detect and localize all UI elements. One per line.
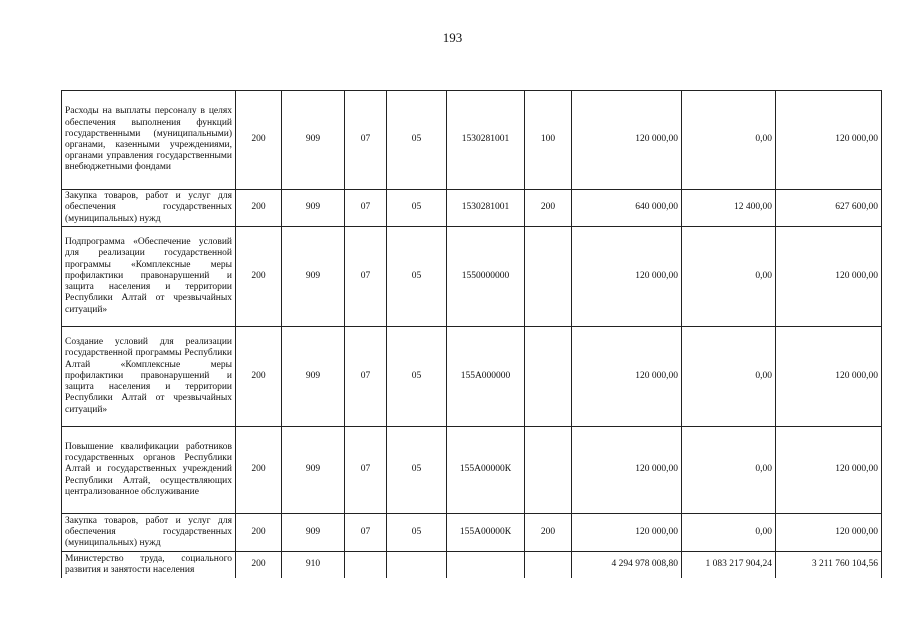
- section-cell: 07: [345, 91, 387, 190]
- target-cell: 1550000000: [447, 227, 525, 327]
- amount-cell: 120 000,00: [572, 91, 682, 190]
- total-cell: 120 000,00: [776, 91, 882, 190]
- target-cell: 155А00000К: [447, 514, 525, 552]
- vr-cell: 100: [525, 91, 572, 190]
- target-cell: 1530281001: [447, 190, 525, 227]
- table-row: [62, 190, 882, 227]
- total-cell: 627 600,00: [776, 190, 882, 227]
- row-name: Создание условий для реализации государственной программы Республики Алтай «Комплексные меры профилактики правонарушений и защита населения и территории Республики Алтай от чрезвычайных ситуаций»: [62, 327, 236, 427]
- total-cell: 120 000,00: [776, 327, 882, 427]
- vr-cell: [525, 327, 572, 427]
- table-row: [62, 552, 882, 578]
- change-cell: 0,00: [682, 427, 776, 514]
- total-cell: 120 000,00: [776, 427, 882, 514]
- ministry-cell: 909: [282, 190, 345, 227]
- code-cell: 200: [236, 190, 282, 227]
- code-cell: 200: [236, 91, 282, 190]
- row-name: Повышение квалификации работников государственных органов Республики Алтай и государственных учреждений Республики Алтай, осуществляющих централизованное обслуживание: [62, 427, 236, 514]
- vr-cell: [525, 552, 572, 578]
- subsection-cell: 05: [387, 327, 447, 427]
- change-cell: 0,00: [682, 227, 776, 327]
- target-cell: 155А00000К: [447, 427, 525, 514]
- budget-table: [61, 90, 882, 578]
- subsection-cell: 05: [387, 227, 447, 327]
- code-cell: 200: [236, 552, 282, 578]
- change-cell: 0,00: [682, 91, 776, 190]
- table-row: [62, 227, 882, 327]
- row-name: Расходы на выплаты персоналу в целях обеспечения выполнения функций государственными (муниципальными) органами, казенными учреждениями, органами управления государственными внебюджетными фондами: [62, 91, 236, 190]
- amount-cell: 120 000,00: [572, 227, 682, 327]
- row-name: Министерство труда, социального развития и занятости населения: [62, 552, 236, 578]
- amount-cell: 120 000,00: [572, 327, 682, 427]
- subsection-cell: 05: [387, 91, 447, 190]
- section-cell: 07: [345, 514, 387, 552]
- section-cell: 07: [345, 327, 387, 427]
- ministry-cell: 909: [282, 514, 345, 552]
- section-cell: [345, 552, 387, 578]
- vr-cell: 200: [525, 190, 572, 227]
- code-cell: 200: [236, 327, 282, 427]
- change-cell: 1 083 217 904,24: [682, 552, 776, 578]
- amount-cell: 120 000,00: [572, 427, 682, 514]
- change-cell: 12 400,00: [682, 190, 776, 227]
- change-cell: 0,00: [682, 514, 776, 552]
- subsection-cell: [387, 552, 447, 578]
- section-cell: 07: [345, 190, 387, 227]
- subsection-cell: 05: [387, 514, 447, 552]
- code-cell: 200: [236, 427, 282, 514]
- section-cell: 07: [345, 427, 387, 514]
- amount-cell: 640 000,00: [572, 190, 682, 227]
- ministry-cell: 909: [282, 427, 345, 514]
- ministry-cell: 909: [282, 227, 345, 327]
- code-cell: 200: [236, 514, 282, 552]
- page-number: 193: [442, 30, 463, 45]
- row-name: Закупка товаров, работ и услуг для обеспечения государственных (муниципальных) нужд: [62, 514, 236, 552]
- code-cell: 200: [236, 227, 282, 327]
- subsection-cell: 05: [387, 190, 447, 227]
- section-cell: 07: [345, 227, 387, 327]
- vr-cell: 200: [525, 514, 572, 552]
- row-name: Закупка товаров, работ и услуг для обеспечения государственных (муниципальных) нужд: [62, 190, 236, 227]
- ministry-cell: 909: [282, 327, 345, 427]
- target-cell: 155А000000: [447, 327, 525, 427]
- table-row: [62, 514, 882, 552]
- target-cell: 1530281001: [447, 91, 525, 190]
- table-row: [62, 427, 882, 514]
- table-row: [62, 91, 882, 190]
- total-cell: 120 000,00: [776, 514, 882, 552]
- vr-cell: [525, 427, 572, 514]
- table-row: [62, 327, 882, 427]
- total-cell: 120 000,00: [776, 227, 882, 327]
- amount-cell: 4 294 978 008,80: [572, 552, 682, 578]
- subsection-cell: 05: [387, 427, 447, 514]
- row-name: Подпрограмма «Обеспечение условий для реализации государственной программы «Комплексные меры профилактики правонарушений и защита населения и территории Республики Алтай от чрезвычайных ситуаций»: [62, 227, 236, 327]
- amount-cell: 120 000,00: [572, 514, 682, 552]
- ministry-cell: 909: [282, 91, 345, 190]
- change-cell: 0,00: [682, 327, 776, 427]
- total-cell: 3 211 760 104,56: [776, 552, 882, 578]
- vr-cell: [525, 227, 572, 327]
- ministry-cell: 910: [282, 552, 345, 578]
- target-cell: [447, 552, 525, 578]
